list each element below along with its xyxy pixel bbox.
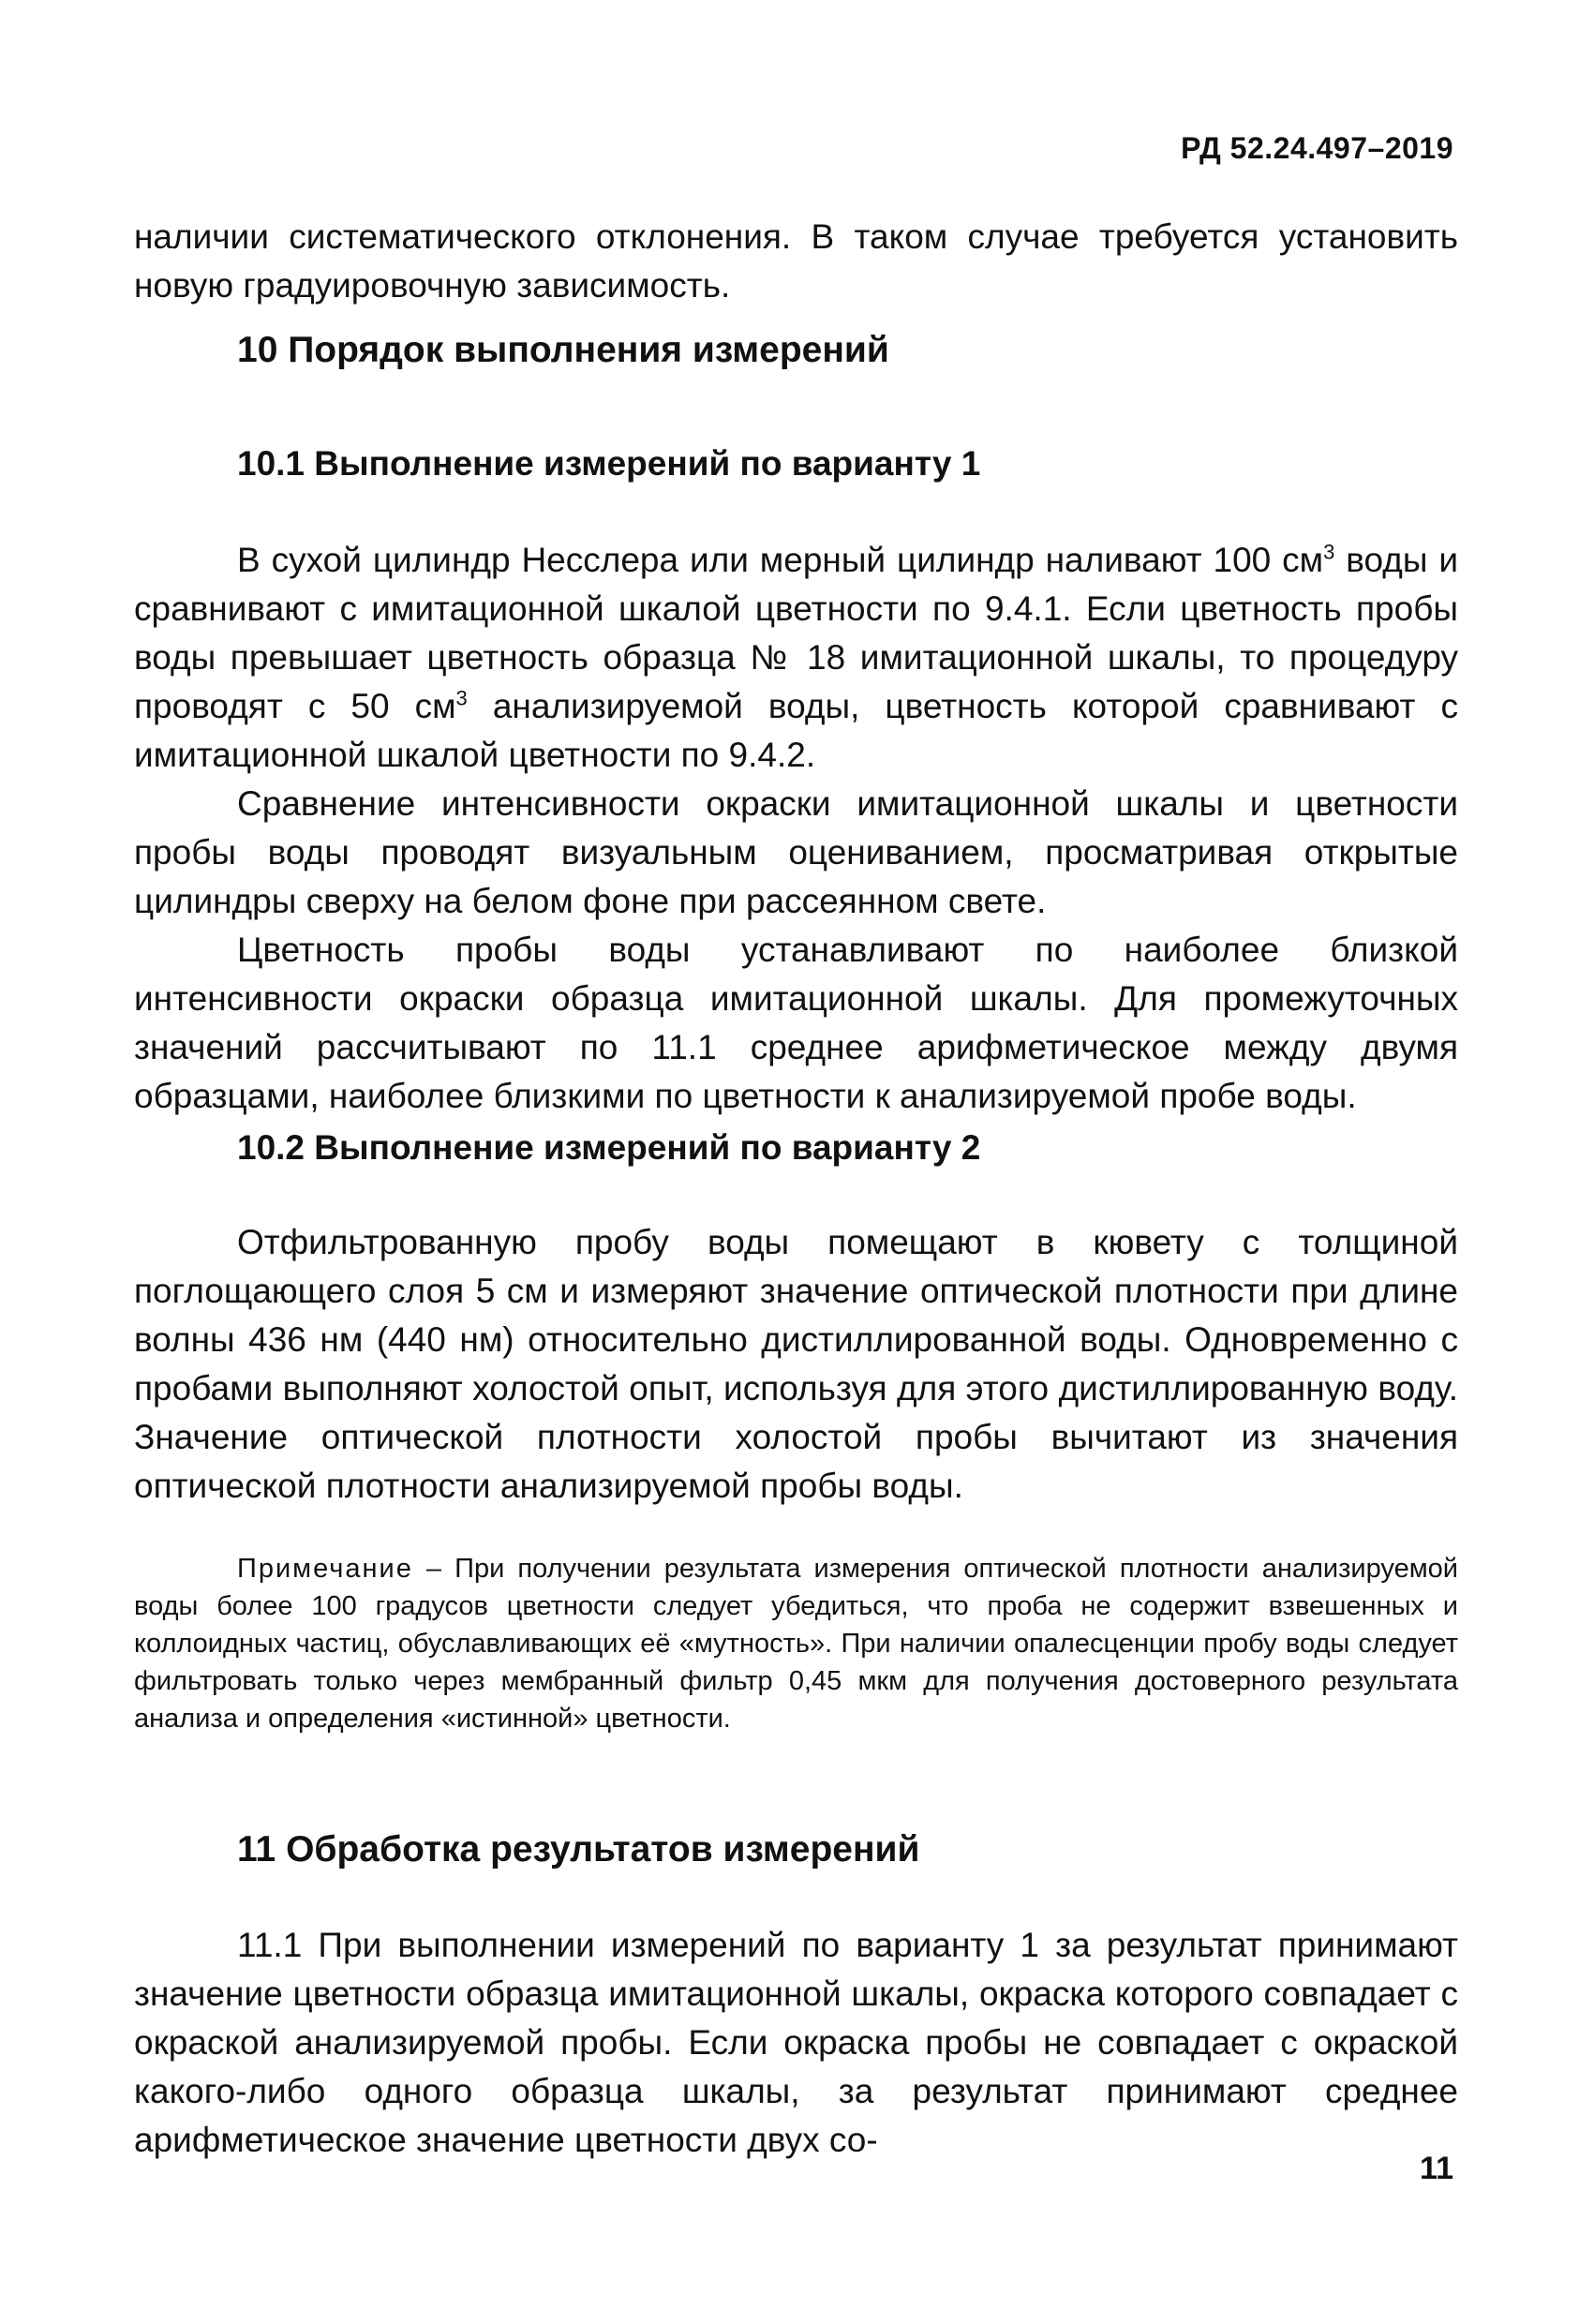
section-10-1-body <box>134 536 1458 1121</box>
note-paragraph <box>134 1550 1458 1737</box>
p1-part-a: В сухой цилиндр Несслера или мерный цилиндр наливают 100 см <box>237 541 1324 579</box>
section-11-body <box>134 1921 1458 2165</box>
intro-text: наличии систематического отклонения. В таком случае требуется установить новую градуировочную зависимость. <box>134 217 1458 305</box>
superscript-3: 3 <box>1323 540 1335 564</box>
section-10-1-paragraph-3: Цветность пробы воды устанавливают по наиболее близкой интенсивности окраски образца имитационной шкалы. Для промежуточных значений рассчитывают по 11.1 среднее арифметическое между двумя образцами, наиболее близкими по цветности к анализируемой пробе воды. <box>134 931 1458 1115</box>
note-text: – При получении результата измерения оптической плотности анализируемой воды более 100 градусов цветности следует убедиться, что проба не содержит взвешенных и коллоидных частиц, обуславливающих её «мутность». При наличии опалесценции пробу воды следует фильтровать только через мембранный фильтр 0,45 мкм для получения достоверного результата анализа и определения «истинной» цветности. <box>134 1554 1458 1734</box>
document-code: РД 52.24.497–2019 <box>1181 131 1453 165</box>
section-10-heading: 10 Порядок выполнения измерений <box>237 330 889 370</box>
superscript-3: 3 <box>455 686 468 710</box>
section-10-1-heading: 10.1 Выполнение измерений по варианту 1 <box>237 444 981 483</box>
section-11-heading: 11 Обработка результатов измерений <box>237 1829 920 1870</box>
page-number: 11 <box>1420 2151 1453 2186</box>
intro-paragraph <box>134 213 1458 310</box>
section-10-2-body <box>134 1218 1458 1511</box>
section-10-1-paragraph-1 <box>134 536 1458 780</box>
p1-part-c: анализируемой воды, цветность которой сравнивают с имитационной шкалой цветности по 9.4.2. <box>134 687 1458 774</box>
note-label: Примечание <box>237 1554 413 1584</box>
section-11-paragraph-1: 11.1 При выполнении измерений по варианту 1 за результат принимают значение цветности образца имитационной шкалы, окраска которого совпадает с окраской анализируемой пробы. Если окраска пробы не совпадает с окраской какого-либо одного образца шкалы, за результат принимают среднее арифметическое значение цветности двух со- <box>134 1926 1458 2159</box>
p1-part-b: воды и сравнивают с имитационной шкалой цветности по 9.4.1. Если цветность пробы воды превышает цветность образца № 18 имитационной шкалы, то процедуру проводят с 50 см <box>134 541 1458 725</box>
section-10-2-paragraph-1: Отфильтрованную пробу воды помещают в кювету с толщиной поглощающего слоя 5 см и измеряют значение оптической плотности при длине волны 436 нм (440 нм) относительно дистиллированной воды. Одновременно с пробами выполняют холостой опыт, используя для этого дистиллированную воду. Значение оптической плотности холостой пробы вычитают из значения оптической плотности анализируемой пробы воды. <box>134 1223 1458 1505</box>
section-10-1-paragraph-2: Сравнение интенсивности окраски имитационной шкалы и цветности пробы воды проводят визуальным оцениванием, просматривая открытые цилиндры сверху на белом фоне при рассеянном свете. <box>134 784 1458 920</box>
section-10-2-heading: 10.2 Выполнение измерений по варианту 2 <box>237 1128 981 1167</box>
